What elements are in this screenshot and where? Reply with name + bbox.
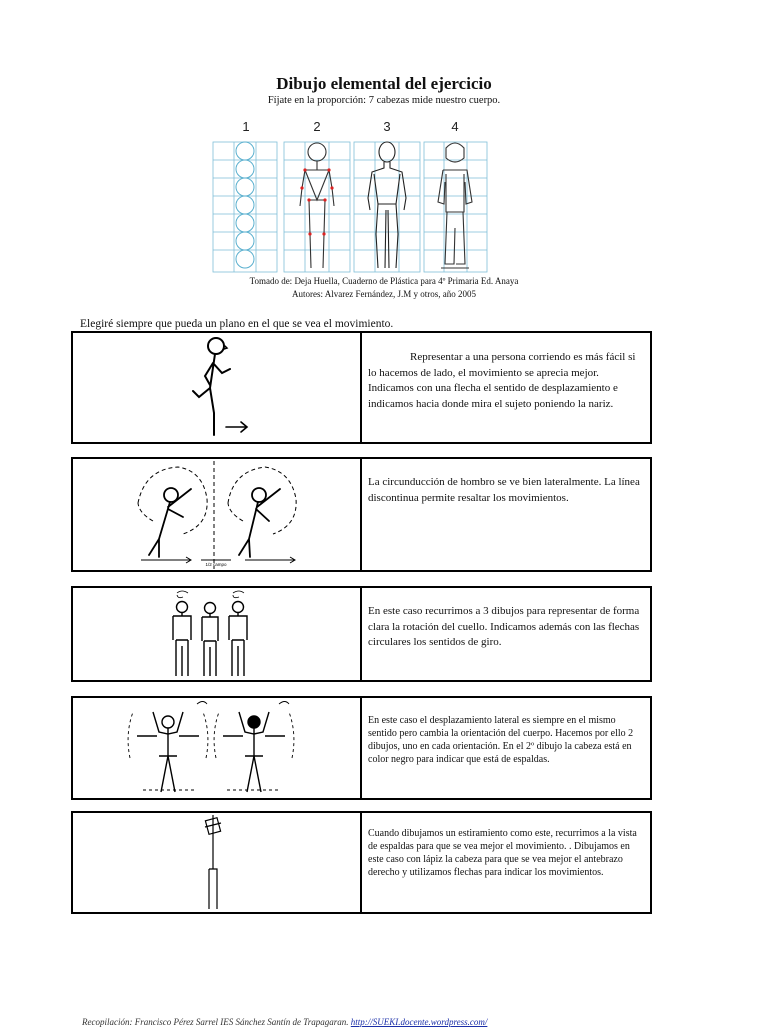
- intro-text: Elegiré siempre que pueda un plano en el que se vea el movimiento.: [80, 318, 394, 330]
- page-footer: [82, 1017, 487, 1027]
- page-subtitle: Fíjate en la proporción: 7 cabezas mide nuestro cuerpo.: [267, 95, 501, 106]
- exercise-box-lateral: [71, 696, 652, 800]
- box-divider: [360, 698, 362, 798]
- box-text: En este caso el desplazamiento lateral es siempre en el mismo sentido pero cambia la orientación del cuerpo. Hacemos por ello 2 dibujos, uno en cada orientación. En el 2º dibujo la cabeza está en color negro para indicar que está de espaldas.: [368, 715, 634, 765]
- box-text: Representar a una persona corriendo es más fácil si lo hacemos de lado, el movimiento se aprecia mejor. Indicamos con una flecha el sentido de desplazamiento e indicamos hacia donde mira el sujeto poniendo la nariz.: [368, 351, 636, 410]
- figure-label: 1/2 campo: [205, 562, 227, 567]
- footer-text: Recopilación: Francisco Pérez Sarrel IES Sánchez Santín de Trapagaran.: [82, 1017, 349, 1027]
- proportion-reference-figure: [210, 118, 490, 274]
- footer-link[interactable]: http://SUEKI.docente.wordpress.com/: [350, 1017, 488, 1027]
- lateral-displacement-figure: [73, 698, 360, 798]
- running-figure: [73, 333, 360, 442]
- neck-rotation-figure: [73, 588, 360, 680]
- step-number: 4: [451, 119, 459, 134]
- box-divider: [360, 459, 362, 570]
- box-divider: [360, 333, 362, 442]
- credit-source: Tomado de: Deja Huella, Cuaderno de Plástica para 4º Primaria Ed. Anaya: [249, 276, 519, 286]
- exercise-box-circumduction: [71, 457, 652, 572]
- exercise-box-stretch: [71, 811, 652, 914]
- box-text: Cuando dibujamos un estiramiento como este, recurrimos a la vista de espaldas para que se vea mejor el movimiento. . Dibujamos en este caso con lápiz la cabeza para que se vea mejor el antebrazo derecho y utilizamos flechas para indicar los movimientos.: [368, 828, 637, 878]
- stretch-figure: [73, 813, 360, 912]
- box-divider: [360, 588, 362, 680]
- box-text: En este caso recurrimos a 3 dibujos para representar de forma clara la rotación del cuello. Indicamos además con las flechas circulares los sentidos de giro.: [368, 605, 640, 648]
- exercise-box-running: [71, 331, 652, 444]
- credit-authors: Autores: Alvarez Fernández, J.M y otros, año 2005: [292, 289, 476, 299]
- circumduction-figure: [73, 459, 360, 570]
- step-number: 2: [313, 119, 321, 134]
- step-number: 1: [242, 119, 250, 134]
- page-title: Dibujo elemental del ejercicio: [276, 74, 492, 93]
- head-units: [236, 142, 254, 268]
- box-divider: [360, 813, 362, 912]
- body-outline-figure: [368, 142, 406, 268]
- box-text: La circunducción de hombro se ve bien lateralmente. La línea discontinua permite resaltar los movimientos.: [368, 476, 640, 504]
- step-number: 3: [383, 119, 391, 134]
- exercise-box-neck-rotation: [71, 586, 652, 682]
